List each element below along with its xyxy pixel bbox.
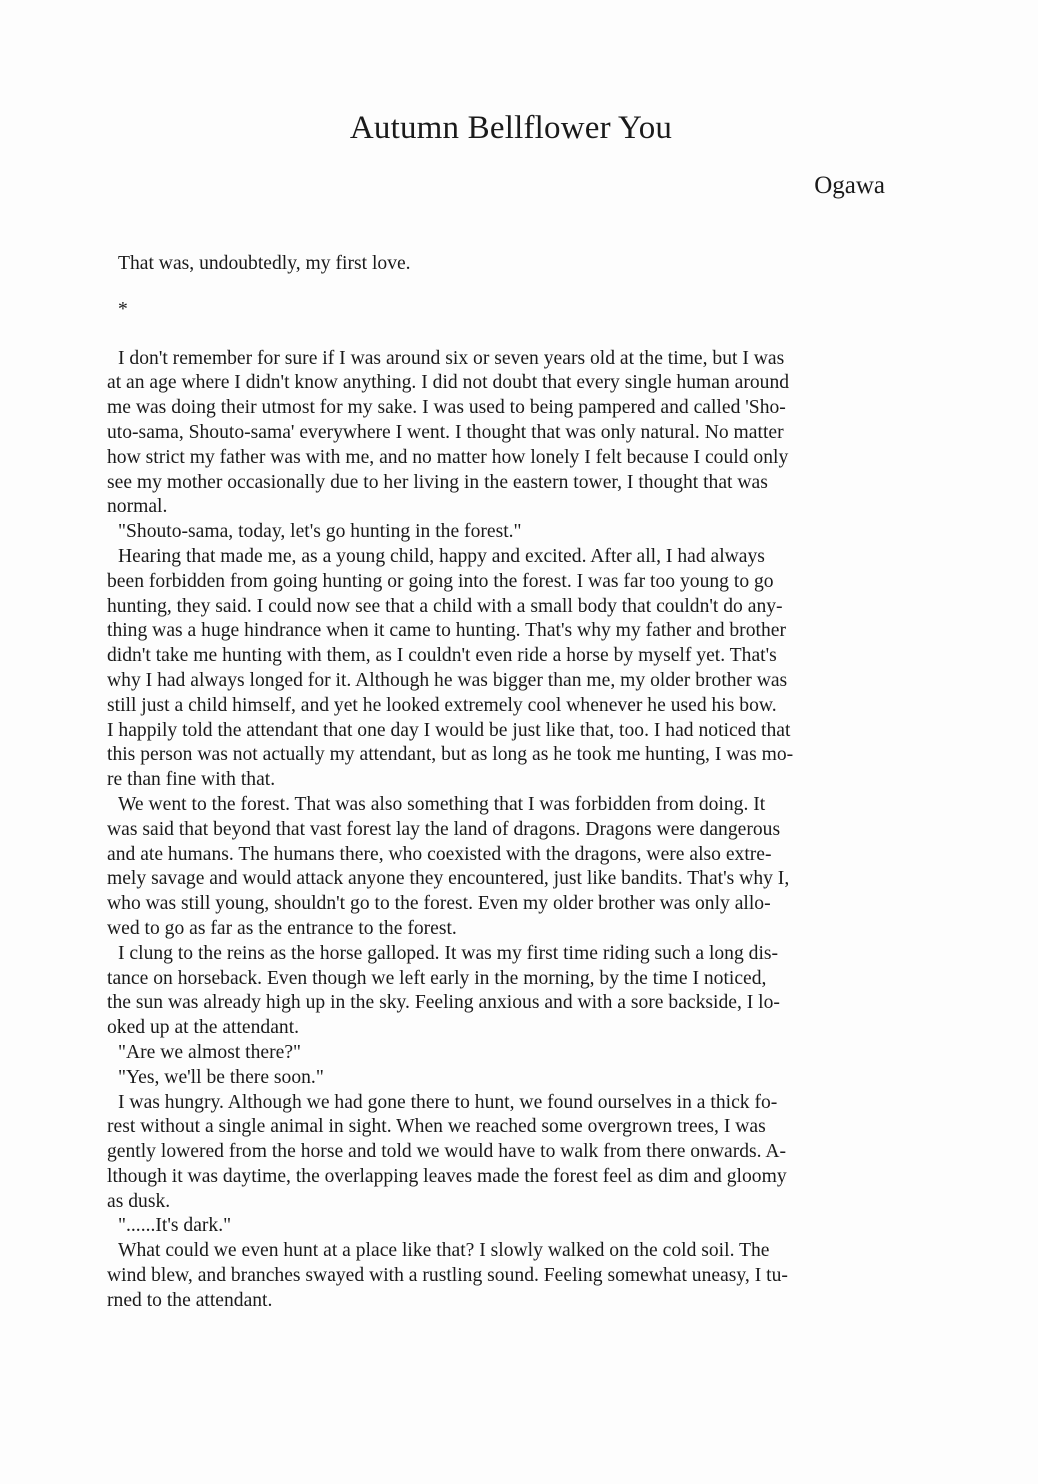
text-line: normal. <box>107 496 168 518</box>
text-line: who was still young, shouldn't go to the forest. Even my older brother was only allo- <box>107 893 771 915</box>
section-separator: * <box>118 298 128 320</box>
text-line: lthough it was daytime, the overlapping leaves made the forest feel as dim and gloomy <box>107 1165 787 1187</box>
text-line: see my mother occasionally due to her living in the eastern tower, I thought that was <box>107 471 768 493</box>
text-line: I was hungry. Although we had gone there to hunt, we found ourselves in a thick fo- <box>118 1091 778 1113</box>
text-line: how strict my father was with me, and no matter how lonely I felt because I could only <box>107 446 789 468</box>
text-line: We went to the forest. That was also something that I was forbidden from doing. It <box>118 793 766 815</box>
text-line: me was doing their utmost for my sake. I was used to being pampered and called 'Sho- <box>107 397 786 419</box>
text-line: I clung to the reins as the horse galloped. It was my first time riding such a long dis- <box>118 942 779 964</box>
story-body <box>107 252 887 1314</box>
text-line: "Are we almost there?" <box>118 1041 302 1063</box>
text-line: I happily told the attendant that one day I would be just like that, too. I had noticed that <box>107 719 791 741</box>
text-line: and ate humans. The humans there, who coexisted with the dragons, were also extre- <box>107 843 772 865</box>
text-line: was said that beyond that vast forest lay the land of dragons. Dragons were dangerous <box>107 818 781 840</box>
author-name: Ogawa <box>814 172 885 199</box>
text-line: still just a child himself, and yet he looked extremely cool whenever he used his bow. <box>107 694 777 716</box>
text-line: at an age where I didn't know anything. I did not doubt that every single human around <box>107 372 790 394</box>
text-line: re than fine with that. <box>107 769 276 791</box>
text-line: the sun was already high up in the sky. Feeling anxious and with a sore backside, I lo- <box>107 992 780 1014</box>
text-line: That was, undoubtedly, my first love. <box>118 253 411 274</box>
text-line: uto-sama, Shouto-sama' everywhere I went. I thought that was only natural. No matter <box>107 421 784 443</box>
text-line: tance on horseback. Even though we left early in the morning, by the time I noticed, <box>107 967 767 989</box>
text-line: "Yes, we'll be there soon." <box>118 1066 324 1088</box>
text-line: as dusk. <box>107 1190 171 1212</box>
text-line: didn't take me hunting with them, as I couldn't even ride a horse by myself yet. That's <box>107 645 777 667</box>
text-line: "......It's dark." <box>118 1215 232 1237</box>
story-title: Autumn Bellflower You <box>349 110 673 146</box>
text-line: rest without a single animal in sight. When we reached some overgrown trees, I was <box>107 1116 766 1138</box>
text-line: thing was a huge hindrance when it came to hunting. That's why my father and brother <box>107 620 786 642</box>
text-line: mely savage and would attack anyone they encountered, just like bandits. That's why I, <box>107 868 790 890</box>
text-line: hunting, they said. I could now see that a child with a small body that couldn't do any- <box>107 595 783 617</box>
text-line: oked up at the attendant. <box>107 1017 300 1039</box>
text-line: this person was not actually my attendant, but as long as he took me hunting, I was mo- <box>107 744 794 766</box>
text-line: been forbidden from going hunting or going into the forest. I was far too young to go <box>107 570 774 592</box>
text-line: why I had always longed for it. Although he was bigger than me, my older brother was <box>107 669 788 691</box>
text-line: rned to the attendant. <box>107 1289 273 1311</box>
text-line: "Shouto-sama, today, let's go hunting in the forest." <box>118 521 522 543</box>
text-line: wind blew, and branches swayed with a rustling sound. Feeling somewhat uneasy, I tu- <box>107 1265 788 1287</box>
text-line: I don't remember for sure if I was around six or seven years old at the time, but I was <box>118 347 785 369</box>
text-line: What could we even hunt at a place like that? I slowly walked on the cold soil. The <box>118 1240 770 1262</box>
text-line: wed to go as far as the entrance to the forest. <box>107 917 457 939</box>
text-line: Hearing that made me, as a young child, happy and excited. After all, I had always <box>118 545 765 567</box>
text-line: gently lowered from the horse and told we would have to walk from there onwards. A- <box>107 1141 787 1163</box>
